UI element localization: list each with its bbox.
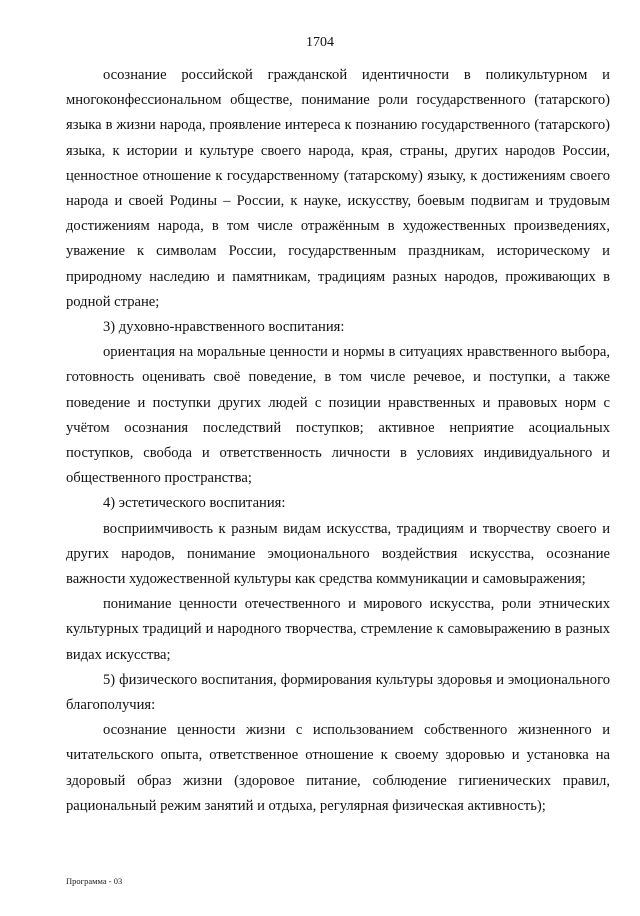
heading-aesthetic-education: 4) эстетического воспитания: [103, 495, 286, 512]
paragraph-art-values: понимание ценности отечественного и мирового искусства, роли этнических культурных традиций и народного творчества, стремление к самовыражению в разных видах искусства; [66, 596, 610, 663]
heading-spiritual-moral-education: 3) духовно-нравственного воспитания: [103, 319, 345, 336]
paragraph-art-receptivity: восприимчивость к разным видам искусства, традициям и творчеству своего и других народов, понимание эмоционального воздействия искусства, осознание важности художественной культуры как средства коммуникации и самовыражения; [66, 520, 610, 588]
document-body [66, 63, 610, 819]
heading-physical-education: 5) физического воспитания, формирования культуры здоровья и эмоционального благополучия: [66, 671, 610, 714]
paragraph-health-values: осознание ценности жизни с использованием собственного жизненного и читательского опыта, ответственное отношение к своему здоровью и установка на здоровый образ жизни (здоровое питание, соблюдение гигиенических правил, рациональный режим занятий и отдыха, регулярная физическая активность); [66, 722, 610, 814]
paragraph-moral-values: ориентация на моральные ценности и нормы в ситуациях нравственного выбора, готовность оценивать своё поведение, в том числе речевое, и поступки, а также поведение и поступки других людей с позиции нравственных и правовых норм с учётом осознания последствий поступков; активное неприятие асоциальных поступков, свобода и ответственность личности в условиях индивидуального и общественного пространства; [66, 344, 610, 487]
page-number: 1704 [306, 35, 334, 50]
paragraph-civic-identity: осознание российской гражданской идентичности в поликультурном и многоконфессиональном обществе, понимание роли государственного (татарского) языка в жизни народа, проявление интереса к познанию государственного (татарского) языка, к истории и культуре своего народа, края, страны, других народов России, ценностное отношение к государственному (татарскому) языку, к достижениям своего народа и своей Родины – России, к науке, искусству, боевым подвигам и трудовым достижениям народа, в том числе отражённым в художественных произведениях, уважение к символам России, государственным праздникам, историческому и природному наследию и памятникам, традициям разных народов, проживающих в родной стране; [66, 67, 610, 310]
footer-program-code: Программа - 03 [66, 876, 123, 886]
